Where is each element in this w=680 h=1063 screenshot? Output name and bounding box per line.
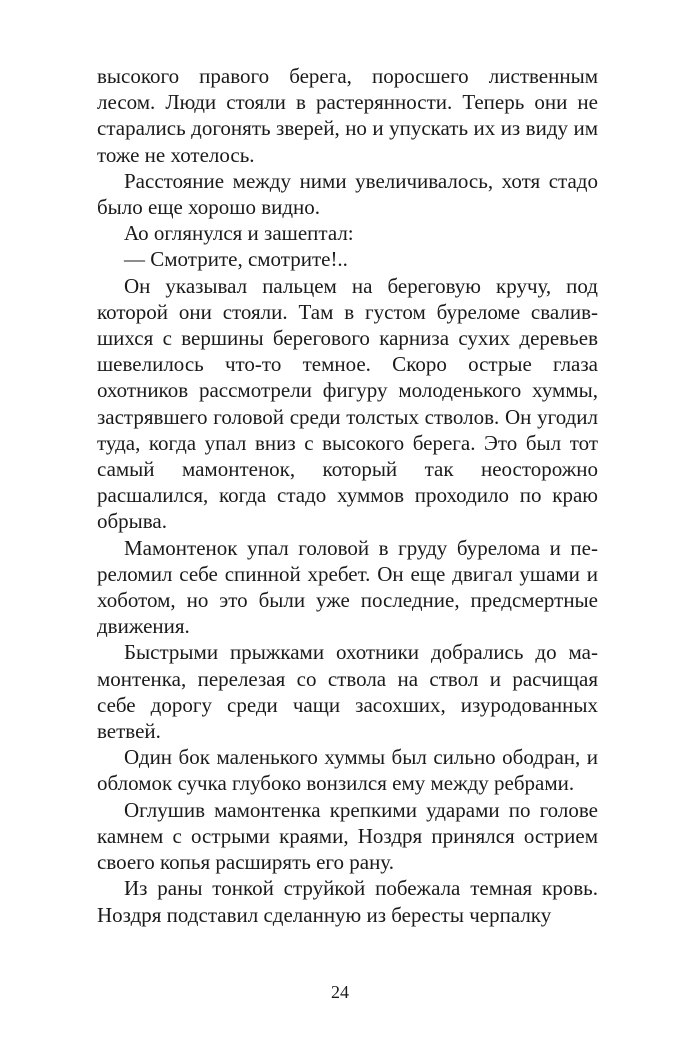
paragraph: Мамонтенок упал головой в груду бурелома и переломил себе спинной хребет. Он еще двигал ушами и хоботом, но это были уже последние, предсмертные движения.: [97, 535, 598, 639]
paragraph: Оглушив мамонтенка крепкими ударами по голове камнем с острыми краями, Ноздря принялся острием своего копья расширять его рану.: [97, 797, 598, 875]
paragraph: Быстрыми прыжками охотники добрались до мамонтенка, перелезая со ствола на ствол и расчищая себе дорогу среди чащи засохших, изуродованных ветвей.: [97, 640, 598, 744]
paragraph: Он указывал пальцем на береговую кручу, под которой они стояли. Там в густом буреломе свалившихся с вершины берегового карниза сухих деревьев шевелилось что-то темное. Скоро острые глаза охотников рассмотрели фигуру молоденького хуммы, застрявшего головой среди толстых стволов. Он угодил туда, когда упал вниз с высокого берега. Это был тот самый мамонтенок, который так неосторожно расшалился, когда стадо хуммов проходило по краю обрыва.: [97, 273, 598, 534]
page-number: 24: [331, 982, 349, 1002]
paragraph: Из раны тонкой струйкой побежала темная кровь. Ноздря подставил сделанную из бересты черпалку: [97, 876, 598, 927]
dialogue-line: — Смотрите, смотрите!..: [124, 247, 348, 272]
page-text: [97, 63, 598, 928]
paragraph: Расстояние между ними увеличивалось, хотя стадо было еще хорошо видно.: [97, 168, 598, 220]
paragraph: Ао оглянулся и зашептал:: [124, 221, 354, 246]
paragraph: Один бок маленького хуммы был сильно ободран, и обломок сучка глубоко вонзился ему между ребрами.: [97, 745, 598, 796]
paragraph-continued: высокого правого берега, поросшего лиственным лесом. Люди стояли в растерянности. Теперь они не старались догонять зверей, но и упускать их из виду им тоже не хотелось.: [97, 64, 598, 167]
